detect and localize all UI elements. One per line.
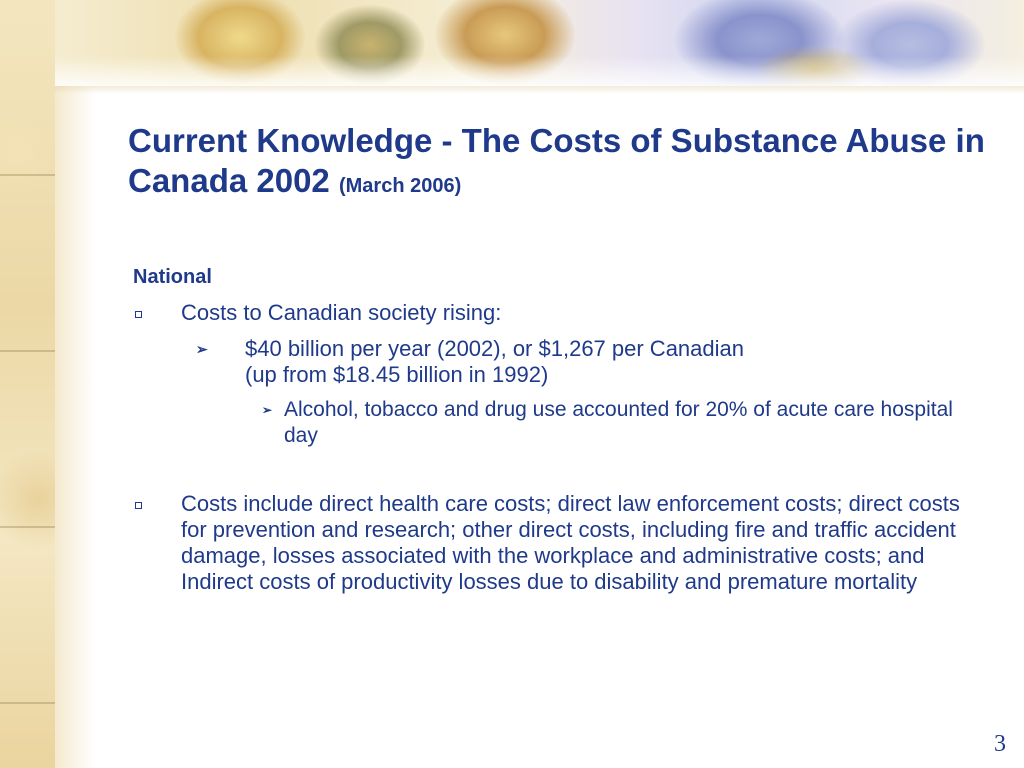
slide-title-date: (March 2006) xyxy=(338,175,462,197)
chevron-right-icon: ➢ xyxy=(196,341,208,357)
sub-sub-bullet-text: Alcohol, tobacco and drug use accounted for 20% of acute care hospital day xyxy=(284,398,953,447)
bullet-text: Costs include direct health care costs; direct law enforcement costs; direct costs for prevention and research; other direct costs, including fire and traffic accident damage, losses associated with the workplace and administrative costs; and Indirect costs of productivity losses due to disability and premature mortality xyxy=(181,491,960,594)
section-label: National xyxy=(133,266,212,288)
hollow-square-icon xyxy=(135,311,142,318)
slide-title-main: Current Knowledge - The Costs of Substance Abuse in Canada 2002 xyxy=(128,122,985,199)
sub-bullet-line: $40 billion per year (2002), or $1,267 per Canadian xyxy=(245,336,744,361)
chevron-right-small-icon: ➢ xyxy=(262,403,273,417)
page-number: 3 xyxy=(994,731,1006,757)
bullet-text: Costs to Canadian society rising: xyxy=(181,300,502,325)
hollow-square-icon xyxy=(135,502,142,509)
sub-bullet-line: (up from $18.45 billion in 1992) xyxy=(245,362,549,387)
